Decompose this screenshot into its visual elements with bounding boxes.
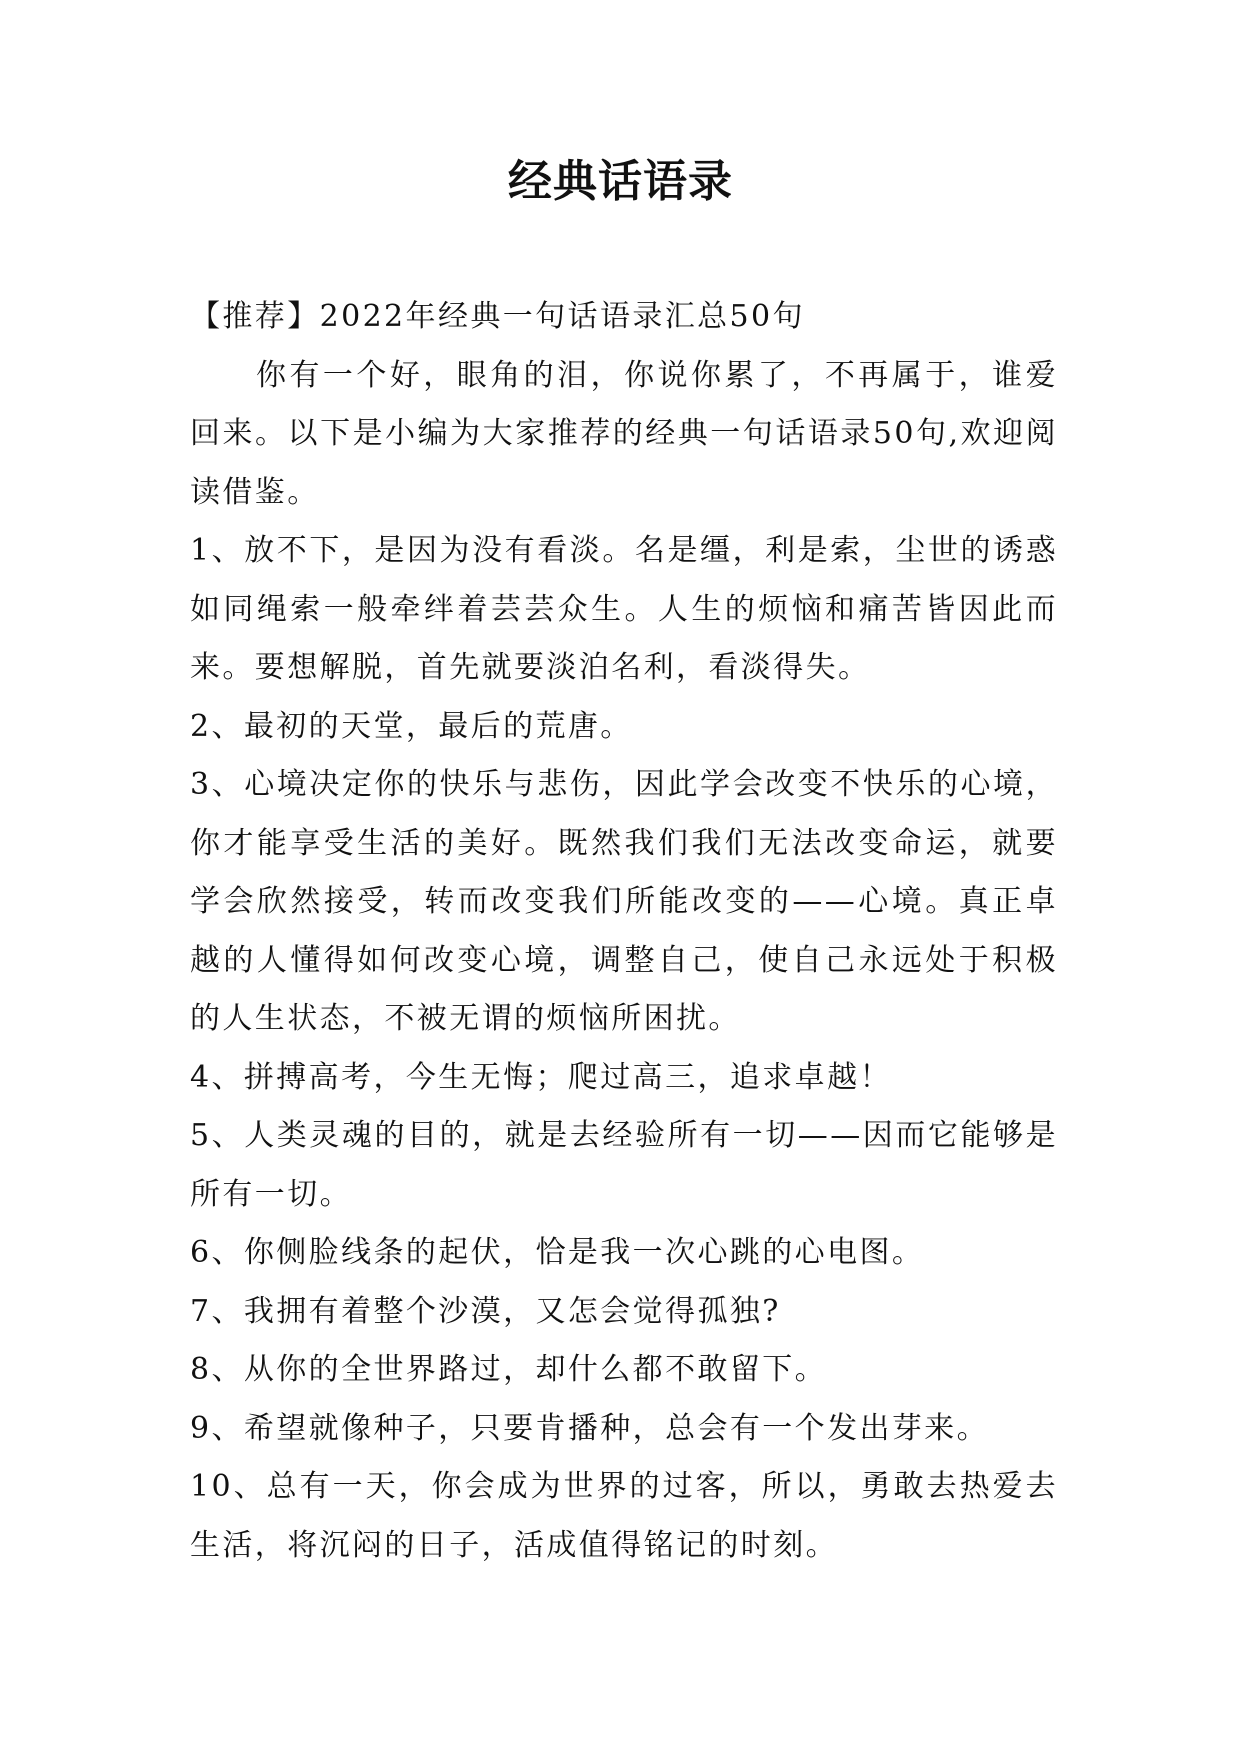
quote-item-2: 2、最初的天堂，最后的荒唐。 <box>190 708 633 744</box>
quote-item-3: 3、心境决定你的快乐与悲伤，因此学会改变不快乐的心境，你才能享受生活的美好。既然我们我们无法改变命运，就要学会欣然接受，转而改变我们所能改变的——心境。真正卓越的人懂得如何改变心境，调整自己，使自己永远处于积极的人生状态，不被无谓的烦恼所困扰。 <box>190 767 1058 1036</box>
quote-item-1: 1、放不下，是因为没有看淡。名是缰，利是索，尘世的诱惑如同绳索一般牵绊着芸芸众生。人生的烦恼和痛苦皆因此而来。要想解脱，首先就要淡泊名利，看淡得失。 <box>190 533 1058 685</box>
quote-item-7: 7、我拥有着整个沙漠，又怎会觉得孤独? <box>190 1293 781 1329</box>
page-title: 经典话语录 <box>508 156 733 207</box>
document-body <box>190 288 1058 1575</box>
intro-paragraph: 你有一个好，眼角的泪，你说你累了，不再属于，谁爱回来。以下是小编为大家推荐的经典一句话语录50句,欢迎阅读借鉴。 <box>190 357 1058 510</box>
quote-item-9: 9、希望就像种子，只要肯播种，总会有一个发出芽来。 <box>190 1410 990 1446</box>
quote-item-4: 4、拼搏高考，今生无悔；爬过高三，追求卓越！ <box>190 1059 892 1095</box>
quote-item-8: 8、从你的全世界路过，却什么都不敢留下。 <box>190 1352 828 1387</box>
quote-item-10: 10、总有一天，你会成为世界的过客，所以，勇敢去热爱去生活，将沉闷的日子，活成值得铭记的时刻。 <box>190 1469 1058 1563</box>
quote-item-6: 6、你侧脸线条的起伏，恰是我一次心跳的心电图。 <box>190 1235 925 1270</box>
quote-item-5: 5、人类灵魂的目的，就是去经验所有一切——因而它能够是所有一切。 <box>190 1118 1058 1212</box>
document-subtitle: 【推荐】2022年经典一句话语录汇总50句 <box>190 299 805 334</box>
